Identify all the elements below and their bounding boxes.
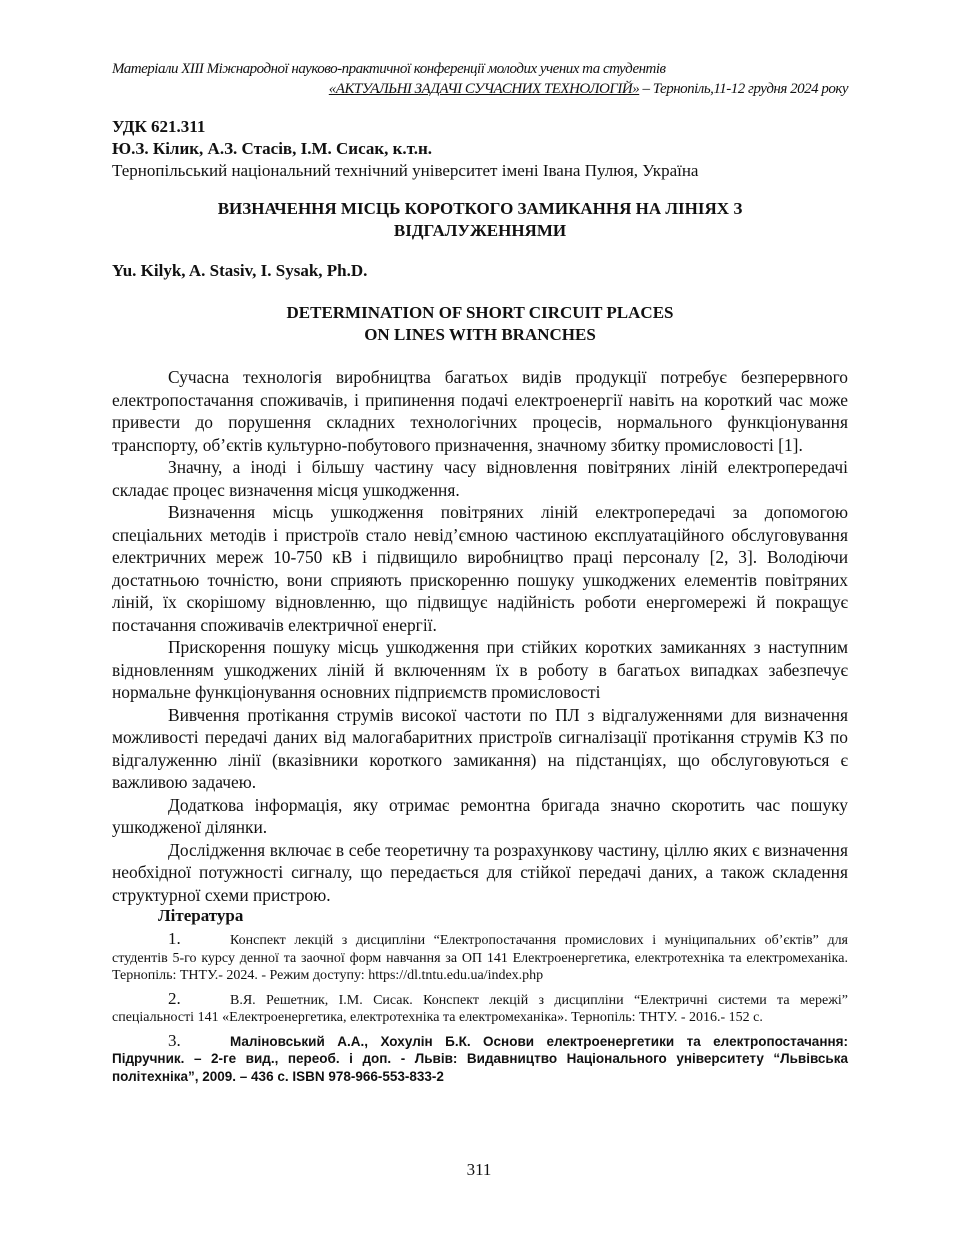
- paragraph: Додаткова інформація, яку отримає ремонтна бригада значно скоротить час пошуку ушкодженої ділянки.: [112, 794, 848, 837]
- reference-item: [112, 1032, 848, 1086]
- reference-item: [112, 930, 848, 985]
- affiliation: Тернопільський національний технічний університет імені Івана Пулюя, Україна: [112, 161, 699, 180]
- conference-place-date: – Тернопіль,11-12 грудня 2024 року: [639, 81, 848, 97]
- conference-name: «АКТУАЛЬНІ ЗАДАЧІ СУЧАСНИХ ТЕХНОЛОГІЙ»: [328, 81, 640, 97]
- body-text: [112, 366, 848, 906]
- conference-header-line1: Матеріали XIII Міжнародної науково-практичної конференції молодих учених та студентів: [112, 61, 666, 77]
- paragraph: Сучасна технологія виробництва багатьох видів продукції потребує безперервного електропостачання споживачів, і припинення подачі електроенергії навіть на короткий час може привести до порушення складних технологічних процесів, нормального функціонування транспорту, об’єктів культурно-побутового призначення, значному збитку промисловості [1].: [112, 367, 848, 455]
- title-ua: [112, 198, 848, 242]
- title-ua-line1: ВИЗНАЧЕННЯ МІСЦЬ КОРОТКОГО ЗАМИКАННЯ НА ЛІНІЯХ З: [217, 199, 743, 218]
- title-en-line2: ON LINES WITH BRANCHES: [364, 325, 596, 344]
- title-ua-line2: ВІДГАЛУЖЕННЯМИ: [393, 221, 567, 240]
- reference-text: В.Я. Решетник, І.М. Сисак. Конспект лекцій з дисципліни “Електричні системи та мережі” спеціальності 141 «Електроенергетика, електротехніка та електромеханіка». Тернопіль: ТНТУ. - 2016.- 152 с.: [112, 992, 848, 1025]
- paragraph: Прискорення пошуку місць ушкодження при стійких коротких замиканнях з наступним відновленням ушкоджених ліній й включенням їх в роботу в багатьох випадках забезпечує нормальне функціонування основних підприємств промисловості: [112, 637, 848, 702]
- reference-text: Маліновський А.А., Хохулін Б.К. Основи електроенергетики та електропостачання: Підручник. – 2-ге вид., переоб. і доп. - Львів: Видавництво Національного університету “Львівська політехніка”, 2009. – 436 с. ISBN 978-966-553-833-2: [112, 1033, 848, 1084]
- conference-header-line2: [112, 80, 848, 98]
- reference-text: Конспект лекцій з дисципліни “Електропостачання промислових і муніципальних об’єктів” для студентів 5-го курсу денної та заочної форм навчання за ОП 141 Електроенергетика, електротехніка та електромеханіка. Тернопіль: ТНТУ.- 2024. - Режим доступу: https://dl.tntu.edu.ua/index.php: [112, 933, 848, 983]
- literature-heading: Література: [158, 906, 244, 925]
- references-list: [112, 930, 848, 1090]
- paragraph: Значну, а іноді і більшу частину часу відновлення повітряних ліній електропередачі складає процес визначення місця ушкодження.: [112, 457, 848, 500]
- reference-number: 3.: [168, 1030, 181, 1050]
- reference-number: 1.: [168, 929, 181, 948]
- authors-ua: Ю.З. Кілик, А.З. Стасів, І.М. Сисак, к.т.н.: [112, 139, 433, 158]
- title-en: [112, 302, 848, 346]
- title-en-line1: DETERMINATION OF SHORT CIRCUIT PLACES: [286, 303, 674, 322]
- paragraph: Визначення місць ушкодження повітряних ліній електропередачі за допомогою спеціальних методів і пристроїв стало невід’ємною частиною експлуатаційного обслуговування електричних мереж 10-750 кВ і підвищило виробництво праці персоналу [2, 3]. Володіючи достатньою точністю, вони сприяють прискоренню пошуку ушкоджених елементів повітряних ліній, їх скорішому відновленню, що підвищує надійність роботи енергомережі й покращує постачання споживачів електричної енергії.: [112, 502, 848, 635]
- page-number: 311: [466, 1160, 492, 1179]
- udk-code: УДК 621.311: [112, 117, 206, 136]
- paragraph: Дослідження включає в себе теоретичну та розрахункову частину, ціллю яких є визначення необхідної потужності сигналу, що передається для стійкої передачі даних, а також складення структурної схеми пристрою.: [112, 839, 848, 905]
- reference-item: [112, 990, 848, 1027]
- reference-number: 2.: [168, 988, 181, 1008]
- authors-en: Yu. Kilyk, A. Stasiv, I. Sysak, Ph.D.: [112, 261, 368, 280]
- paragraph: Вивчення протікання струмів високої частоти по ПЛ з відгалуженнями для визначення можливості передачі даних від малогабаритних пристроїв сигналізації протікання струмів КЗ по відгалуженню лінії (вказівники короткого замикання) на підстанціях, що обслуговуються є важливою задачею.: [112, 704, 848, 792]
